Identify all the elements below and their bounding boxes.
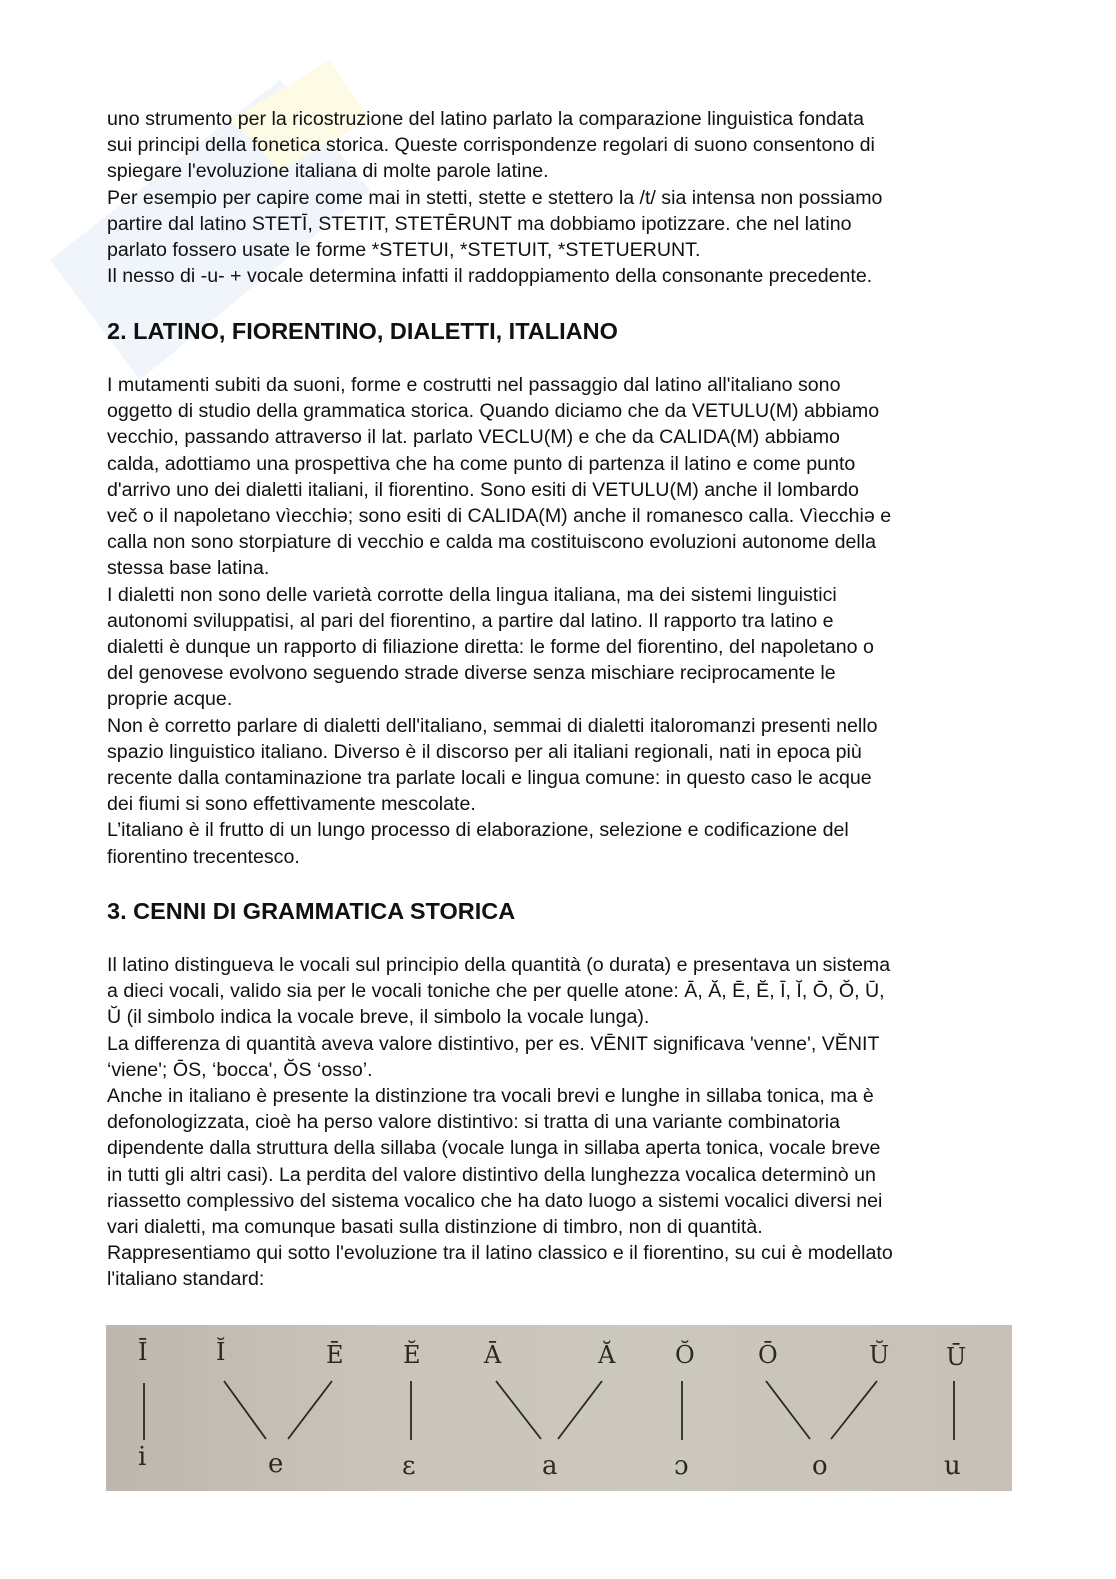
latin-vowel: Ō [758,1341,778,1369]
section3-text [107,952,893,1293]
derivation-line [558,1381,602,1439]
text-line: a dieci vocali, valido sia per le vocali toniche che per quelle atone: Ā, Ă, Ē, Ĕ, Ī, Ĭ, Ō, Ŏ, Ū, [107,980,885,1003]
italian-vowel: a [542,1451,558,1481]
text-line: Il latino distingueva le vocali sul principio della quantità (o durata) e presentava un sistema [107,954,891,976]
text-line: L’italiano è il frutto di un lungo processo di elaborazione, selezione e codificazione del [107,819,849,842]
text-line: parlato fossero usate le forme *STETUI, *STETUIT, *STETUERUNT. [107,239,701,262]
text-line: calda, adottiamo una prospettiva che ha come punto di partenza il latino e come punto [107,452,856,475]
text-line: vecchio, passando attraverso il lat. parlato VECLU(M) e che da CALIDA(M) abbiamo [107,426,840,449]
text-line: spiegare l'evoluzione italiana di molte parole latine. [107,160,549,183]
vowel-diagram [106,1325,1012,1491]
text-line: I mutamenti subiti da suoni, forme e costrutti nel passaggio dal latino all'italiano sono [107,374,841,396]
latin-vowel: Ĭ [216,1338,226,1366]
derivation-line [288,1381,332,1439]
text-line: recente dalla contaminazione tra parlate locali e lingua comune: in questo caso le acque [107,767,872,790]
derivation-line [831,1381,877,1439]
italian-vowel: u [944,1451,961,1481]
text-line: stessa base latina. [107,557,270,580]
latin-vowel: Ē [326,1341,344,1369]
section2-text [107,372,891,870]
section2-heading: 2. LATINO, FIORENTINO, DIALETTI, ITALIANO [107,318,618,344]
vowel-evolution-figure [106,1325,1012,1491]
latin-vowel: Ā [484,1341,502,1369]
latin-vowel: Ī [138,1338,148,1366]
text-line: uno strumento per la ricostruzione del latino parlato la comparazione linguistica fondata [107,108,864,130]
italian-vowel: ɛ [402,1451,416,1481]
text-line: ‘viene'; ŌS, ‘bocca', ŎS ‘osso’. [107,1058,373,1081]
latin-vowel: Ă [598,1341,616,1369]
text-line: Ŭ (il simbolo indica la vocale breve, il simbolo la vocale lunga). [107,1006,650,1029]
text-line: dei fiumi si sono effettivamente mescolate. [107,793,476,816]
text-line: del genovese evolvono seguendo strade diverse senza mischiare reciprocamente le [107,662,836,685]
text-line: sui principi della fonetica storica. Queste corrispondenze regolari di suono consentono di [107,134,875,157]
text-line: in tutti gli altri casi). La perdita del valore distintivo della lunghezza vocalica determinò un [107,1163,876,1186]
text-line: La differenza di quantità aveva valore distintivo, per es. VĒNIT significava 'venne', VĔNIT [107,1032,880,1055]
text-line: l'italiano standard: [107,1268,265,1291]
latin-vowel: Ĕ [403,1341,421,1369]
text-line: partire dal latino STETĪ, STETIT, STETĒRUNT ma dobbiamo ipotizzare. che nel latino [107,212,852,235]
text-line: vari dialetti, ma comunque basati sulla distinzione di timbro, non di quantità. [107,1216,763,1239]
italian-vowel: e [268,1449,284,1479]
derivation-line [766,1381,810,1439]
text-line: defonologizzata, cioè ha perso valore distintivo: si tratta di una variante combinatoria [107,1111,841,1134]
section3-heading: 3. CENNI DI GRAMMATICA STORICA [107,898,516,924]
text-line: Il nesso di -u- + vocale determina infatti il raddoppiamento della consonante precedente. [107,265,873,288]
text-line: Rappresentiamo qui sotto l'evoluzione tra il latino classico e il fiorentino, su cui è modellato [107,1242,893,1265]
text-line: d'arrivo uno dei dialetti italiani, il fiorentino. Sono esiti di VETULU(M) anche il lombardo [107,478,859,501]
text-line: Anche in italiano è presente la distinzione tra vocali brevi e lunghe in sillaba tonica, ma è [107,1085,874,1108]
latin-vowel: Ŏ [675,1341,695,1369]
derivation-line [224,1381,266,1439]
derivation-line [496,1381,541,1439]
section1-text [107,106,882,289]
text-line: spazio linguistico italiano. Diverso è il discorso per ali italiani regionali, nati in epoca più [107,740,862,763]
text-line: dipendente dalla struttura della sillaba (vocale lunga in sillaba aperta tonica, vocale breve [107,1137,881,1160]
latin-vowel: Ŭ [869,1341,890,1369]
text-line: dialetti è dunque un rapporto di filiazione diretta: le forme del fiorentino, del napoletano o [107,636,874,659]
text-line: več o il napoletano vìecchiə; sono esiti di CALIDA(M) anche il romanesco calla. Vìecchiə e [107,505,892,528]
text-line: Non è corretto parlare di dialetti dell'italiano, semmai di dialetti italoromanzi presenti nello [107,714,878,737]
text-line: oggetto di studio della grammatica storica. Quando diciamo che da VETULU(M) abbiamo [107,400,880,423]
text-line: proprie acque. [107,688,233,711]
text-line: riassetto complessivo del sistema vocalico che ha dato luogo a sistemi vocalici diversi nei [107,1189,883,1212]
text-line: calla non sono storpiature di vecchio e calda ma costituiscono evoluzioni autonome della [107,531,876,554]
text-line: fiorentino trecentesco. [107,845,300,868]
text-line: Per esempio per capire come mai in stetti, stette e stettero la /t/ sia intensa non possiamo [107,186,883,209]
text-line: autonomi sviluppatisi, al pari del fiorentino, a partire dal latino. Il rapporto tra latino e [107,609,834,632]
italian-vowel: o [812,1451,828,1481]
text-line: I dialetti non sono delle varietà corrotte della lingua italiana, ma dei sistemi linguistici [107,583,837,606]
italian-vowel: ɔ [674,1451,689,1481]
latin-vowel: Ū [946,1343,967,1371]
italian-vowel: i [138,1442,147,1472]
